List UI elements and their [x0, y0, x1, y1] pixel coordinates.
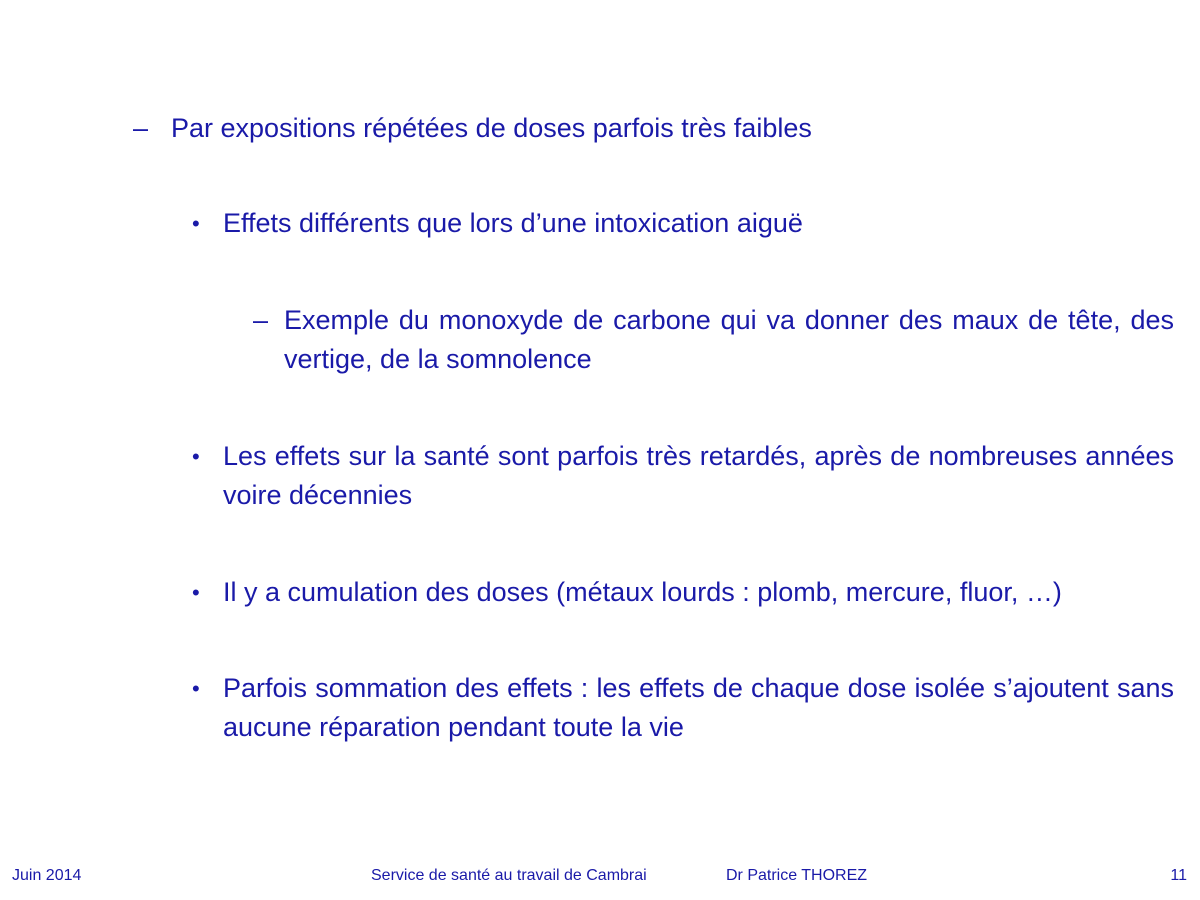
dash-marker: –	[253, 305, 269, 335]
list-item-text: Les effets sur la santé sont parfois très retardés, après de nombreuses années voire décennies	[223, 441, 1174, 510]
list-item-text: Par expositions répétées de doses parfois très faibles	[171, 113, 812, 143]
list-item-effects-different	[192, 204, 1174, 243]
bullet-marker: •	[192, 211, 200, 236]
list-item-text: Il y a cumulation des doses (métaux lourds : plomb, mercure, fluor, …)	[223, 577, 1062, 607]
footer-date: Juin 2014	[12, 867, 82, 884]
dash-marker: –	[133, 113, 149, 143]
bullet-marker: •	[192, 444, 200, 469]
list-item-example-co	[253, 301, 1174, 379]
bullet-marker: •	[192, 676, 200, 701]
footer-service: Service de santé au travail de Cambrai	[371, 867, 647, 884]
list-item-exposure	[133, 109, 1173, 148]
list-item-delayed-effects	[192, 437, 1174, 515]
list-item-dose-cumulation	[192, 573, 1174, 612]
footer-author: Dr Patrice THOREZ	[726, 867, 868, 884]
list-item-text: Parfois sommation des effets : les effets de chaque dose isolée s’ajoutent sans aucune réparation pendant toute la vie	[223, 673, 1174, 742]
bullet-marker: •	[192, 580, 200, 605]
list-item-effect-summation	[192, 669, 1174, 747]
list-item-text: Effets différents que lors d’une intoxication aiguë	[223, 208, 803, 238]
page-number: 11	[1170, 867, 1187, 884]
list-item-text: Exemple du monoxyde de carbone qui va donner des maux de tête, des vertige, de la somnolence	[284, 305, 1174, 374]
